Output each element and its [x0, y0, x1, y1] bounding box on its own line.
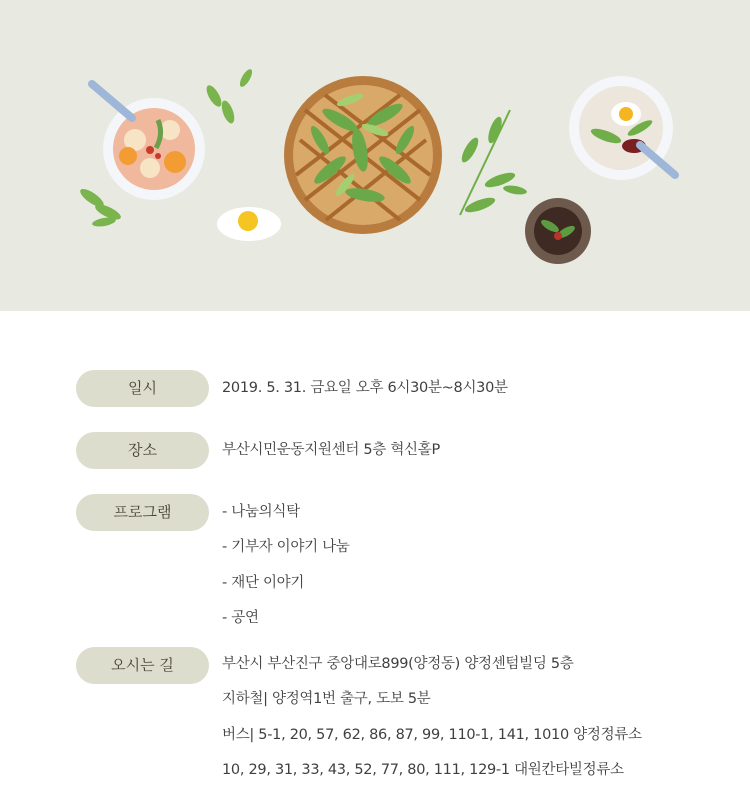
leaf-branch-icon [459, 110, 528, 215]
venue-values [222, 433, 742, 468]
rice-bowl-icon [569, 76, 675, 180]
subway-text: 지하철| 양정역1번 출구, 도보 5분 [222, 691, 431, 708]
date-label: 일시 [76, 370, 209, 407]
fried-egg-icon [217, 207, 281, 241]
program-values [222, 495, 742, 636]
soup-bowl-icon [92, 84, 205, 200]
bus-text: 10, 29, 31, 33, 43, 52, 77, 80, 111, 129-1 대원칸타빌정류소 [222, 761, 624, 778]
salad-tray-icon [284, 76, 442, 234]
bus-text: 버스| 5-1, 20, 57, 62, 86, 87, 99, 110-1, 141, 1010 양정정류소 [222, 726, 642, 743]
directions-label: 오시는 길 [76, 647, 209, 684]
food-illustration [0, 0, 750, 311]
date-values [222, 371, 742, 406]
banner-illustration [0, 0, 750, 311]
program-item: - 나눔의식탁 [222, 504, 300, 520]
venue-text: 부산시민운동지원센터 5층 혁신홀P [222, 442, 440, 458]
program-label: 프로그램 [76, 494, 209, 531]
program-item: - 공연 [222, 609, 259, 626]
venue-label: 장소 [76, 432, 209, 469]
program-item: - 기부자 이야기 나눔 [222, 539, 350, 556]
directions-values [222, 647, 742, 788]
program-item: - 재단 이야기 [222, 574, 305, 591]
address-text: 부산시 부산진구 중앙대로899(양정동) 양정센텀빌딩 5층 [222, 656, 574, 672]
date-text: 2019. 5. 31. 금요일 오후 6시30분~8시30분 [222, 380, 508, 396]
small-bowl-icon [525, 198, 591, 264]
